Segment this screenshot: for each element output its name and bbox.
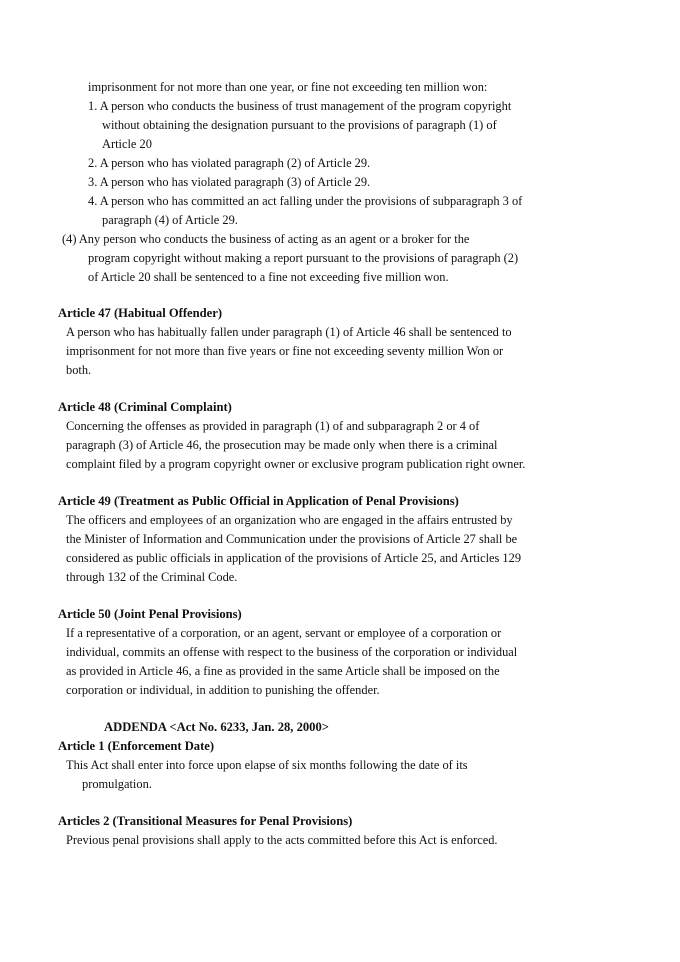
article-47-text: imprisonment for not more than five years or fine not exceeding seventy million Won or	[66, 344, 504, 358]
paragraph-4-line2: program copyright without making a report pursuant to the provisions of paragraph (2)	[88, 251, 519, 265]
article-50-text: as provided in Article 46, a fine as provided in the same Article shall be imposed on the	[66, 664, 500, 678]
article-49-text: considered as public officials in application of the provisions of Article 25, and Articles 129	[66, 551, 522, 565]
list-item-3: 3. A person who has violated paragraph (3) of Article 29.	[88, 175, 371, 189]
addenda-article-2-text: Previous penal provisions shall apply to the acts committed before this Act is enforced.	[66, 833, 498, 847]
article-49-text: through 132 of the Criminal Code.	[66, 570, 238, 584]
list-item-1-line3: Article 20	[102, 137, 152, 151]
paragraph-intro: imprisonment for not more than one year, or fine not exceeding ten million won:	[88, 80, 488, 94]
article-48-text: complaint filed by a program copyright owner or exclusive program publication right owner.	[66, 457, 526, 471]
paragraph-4: (4) Any person who conducts the business of acting as an agent or a broker for the	[62, 232, 470, 246]
list-item-1-line2: without obtaining the designation pursuant to the provisions of paragraph (1) of	[102, 118, 497, 132]
article-49-text: the Minister of Information and Communication under the provisions of Article 27 shall be	[66, 532, 518, 546]
addenda-title: ADDENDA <Act No. 6233, Jan. 28, 2000>	[104, 720, 329, 734]
paragraph-4-line3: of Article 20 shall be sentenced to a fine not exceeding five million won.	[88, 270, 449, 284]
article-50-text: corporation or individual, in addition to punishing the offender.	[66, 683, 380, 697]
addenda-article-1-heading: Article 1 (Enforcement Date)	[58, 739, 215, 753]
article-48-heading: Article 48 (Criminal Complaint)	[58, 400, 232, 414]
article-50-heading: Article 50 (Joint Penal Provisions)	[58, 607, 242, 621]
list-item-1: 1. A person who conducts the business of trust management of the program copyright	[88, 99, 512, 113]
addenda-article-2-heading: Articles 2 (Transitional Measures for Penal Provisions)	[58, 814, 353, 828]
addenda-article-1-text: This Act shall enter into force upon elapse of six months following the date of its	[66, 758, 468, 772]
list-item-4-line2: paragraph (4) of Article 29.	[102, 213, 238, 227]
list-item-4: 4. A person who has committed an act falling under the provisions of subparagraph 3 of	[88, 194, 523, 208]
addenda-article-1-text: promulgation.	[82, 777, 152, 791]
article-48-text: Concerning the offenses as provided in paragraph (1) of and subparagraph 2 or 4 of	[66, 419, 480, 433]
article-48-text: paragraph (3) of Article 46, the prosecution may be made only when there is a criminal	[66, 438, 498, 452]
list-item-2: 2. A person who has violated paragraph (2) of Article 29.	[88, 156, 371, 170]
article-49-text: The officers and employees of an organization who are engaged in the affairs entrusted by	[66, 513, 513, 527]
article-50-text: If a representative of a corporation, or an agent, servant or employee of a corporation or	[66, 626, 502, 640]
article-50-text: individual, commits an offense with respect to the business of the corporation or individual	[66, 645, 518, 659]
article-47-text: both.	[66, 363, 92, 377]
article-47-heading: Article 47 (Habitual Offender)	[58, 306, 223, 320]
article-47-text: A person who has habitually fallen under paragraph (1) of Article 46 shall be sentenced to	[66, 325, 512, 339]
article-49-heading: Article 49 (Treatment as Public Official in Application of Penal Provisions)	[58, 494, 459, 508]
